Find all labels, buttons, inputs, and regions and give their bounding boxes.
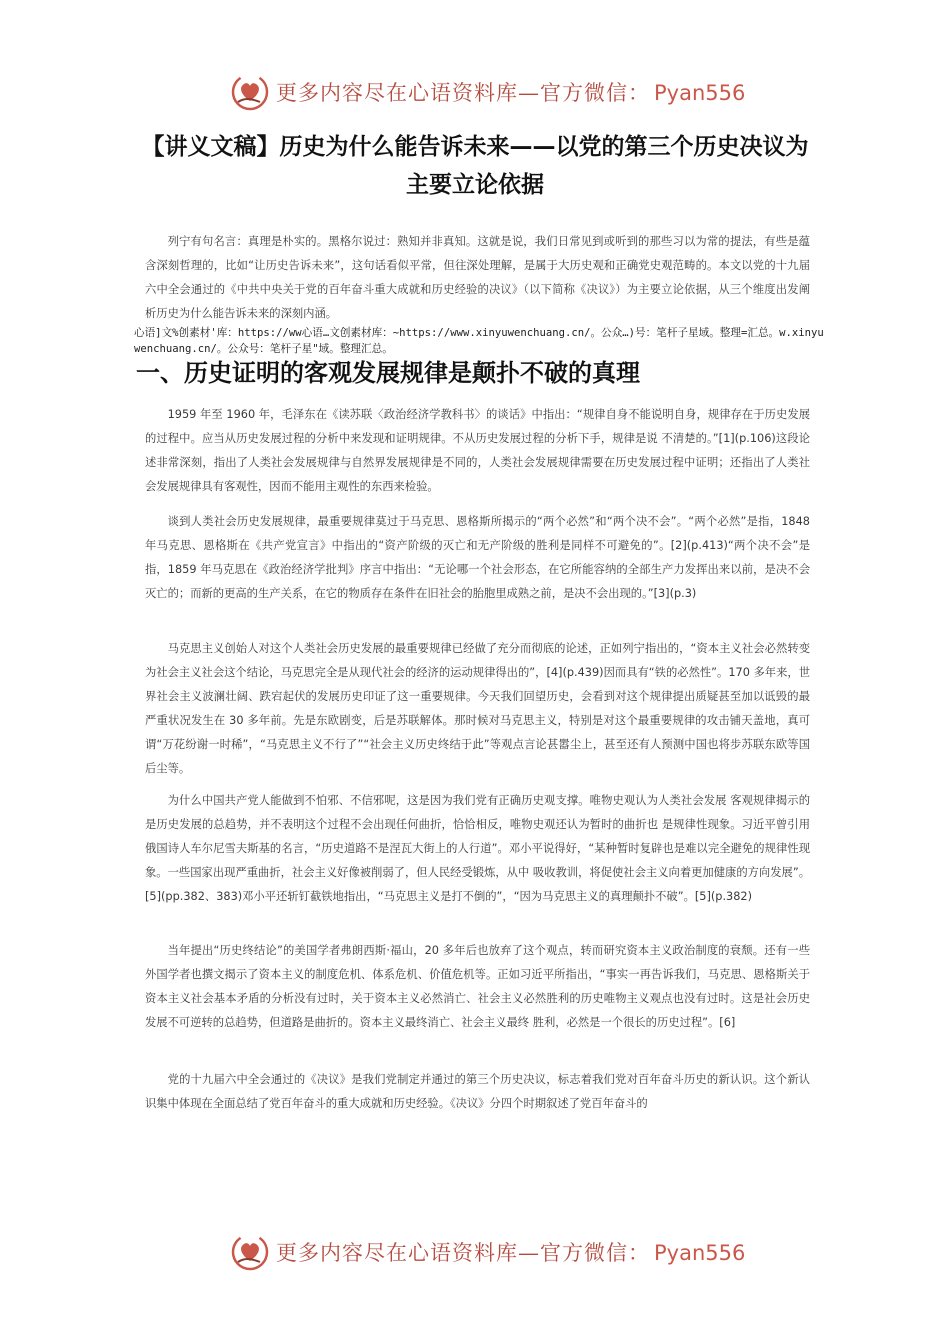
intro-paragraph: 列宁有句名言：真理是朴实的。黑格尔说过：熟知并非真知。这就是说，我们日常见到或听到的那些习以为常的提法，有些是蕴含深刻哲理的，比如“让历史告诉未来”，这句话看似平常，但往深处理解，是属于大历史观和正确党史观范畴的。本文以党的十九届六中全会通过的《中共中央关于党的百年奋斗重大成就和历史经验的决议》（以下简称《决议》）为主要立论依据，从三个维度出发阐析历史为什么能告诉未来的深刻内涵。 [145,235,810,320]
document-title [120,128,830,204]
wechat-id: Pyan556 [654,81,746,105]
watermark-noise-text: 心语]文%创素材'库：https://ww心语…文创素材库：~https://www.xinyuwenchuang.cn/。公众…)号：笔杆子星域。整理=汇总。w.xinyuwenchuang.cn/。公众号：笔杆子星"域。整理汇总。 [134,327,824,355]
section-heading-1: 一、历史证明的客观发展规律是颠扑不破的真理 [136,359,640,387]
top-promo-banner[interactable] [230,70,750,114]
heart-swirl-logo-icon [230,1232,270,1272]
title-line-1: 【讲义文稿】历史为什么能告诉未来——以党的第三个历史决议为 [141,134,809,160]
title-line-2: 主要立论依据 [406,172,544,198]
body-paragraph: 谈到人类社会历史发展规律，最重要规律莫过于马克思、恩格斯所揭示的“两个必然”和“两个决不会”。“两个必然”是指，1848 年马克思、恩格斯在《共产党宣言》中指出的“资产阶级的灭亡和无产阶级的胜利是同样不可避免的”。[2](p.413)“两个决不会”是指，1859 年马克思在《政治经济学批判》序言中指出：“无论哪一个社会形态，在它所能容纳的全部生产力发挥出来以前，是决不会灭亡的；而新的更高的生产关系，在它的物质存在条件在旧社会的胎胞里成熟之前，是决不会出现的。”[3](p.3) [145,515,810,600]
promo-text: 更多内容尽在心语资料库—官方微信： Pyan556 [276,81,746,105]
body-paragraph: 当年提出“历史终结论”的美国学者弗朗西斯·福山，20 多年后也放弃了这个观点，转而研究资本主义政治制度的衰颓。还有一些外国学者也撰文揭示了资本主义的制度危机、体系危机、价值危机等。正如习近平所指出，“事实一再告诉我们，马克思、恩格斯关于资本主义社会基本矛盾的分析没有过时，关于资本主义必然消亡、社会主义必然胜利的历史唯物主义观点也没有过时。这是社会历史发展不可逆转的总趋势，但道路是曲折的。资本主义最终消亡、社会主义最终 胜利，必然是一个很长的历史过程”。[6] [145,944,810,1029]
promo-text: 更多内容尽在心语资料库—官方微信： Pyan556 [276,1241,746,1265]
body-paragraph: 党的十九届六中全会通过的《决议》是我们党制定并通过的第三个历史决议，标志着我们党对百年奋斗历史的新认识。这个新认识集中体现在全面总结了党百年奋斗的重大成就和历史经验。《决议》分四个时期叙述了党百年奋斗的 [145,1073,810,1110]
body-paragraph: 马克思主义创始人对这个人类社会历史发展的最重要规律已经做了充分而彻底的论述，正如列宁指出的，“资本主义社会必然转变为社会主义社会这个结论，马克思完全是从现代社会的经济的运动规律得出的”，[4](p.439)因而具有“铁的必然性”。170 多年来，世界社会主义波澜壮阔、跌宕起伏的发展历史印证了这一重要规律。今天我们回望历史，会看到对这个规律提出质疑甚至加以诋毁的最严重状况发生在 30 多年前。先是东欧剧变，后是苏联解体。那时候对马克思主义，特别是对这个最重要规律的攻击铺天盖地，真可谓“万花纷谢一时稀”，“马克思主义不行了”“社会主义历史终结于此”等观点言论甚嚣尘上，甚至还有人预测中国也将步苏联东欧等国后尘等。 [145,642,810,775]
heart-swirl-logo-icon [230,72,270,112]
body-paragraph: 为什么中国共产党人能做到不怕邪、不信邪呢，这是因为我们党有正确历史观支撑。唯物史观认为人类社会发展 客观规律揭示的是历史发展的总趋势，并不表明这个过程不会出现任何曲折，恰恰相反，唯物史观还认为暂时的曲折也 是规律性现象。习近平曾引用俄国诗人车尔尼雪夫斯基的名言，“历史道路不是涅瓦大街上的人行道”。邓小平说得好，“某种暂时复辟也是难以完全避免的规律性现象。一些国家出现严重曲折，社会主义好像被削弱了，但人民经受锻炼，从中 吸收教训，将促使社会主义向着更加健康的方向发展”。[5](pp.382、383)邓小平还斩钉截铁地指出，“马克思主义是打不倒的”，“因为马克思主义的真理颠扑不破”。[5](p.382) [145,794,810,903]
wechat-id: Pyan556 [654,1241,746,1265]
bottom-promo-banner[interactable] [230,1230,750,1274]
body-paragraph: 1959 年至 1960 年，毛泽东在《读苏联〈政治经济学教科书〉的谈话》中指出：“规律自身不能说明自身，规律存在于历史发展的过程中。应当从历史发展过程的分析中来发现和证明规律。不从历史发展过程的分析下手，规律是说 不清楚的。”[1](p.106)这段论述非常深刻，指出了人类社会发展规律与自然界发展规律是不同的，人类社会发展规律需要在历史发展过程中证明；还指出了人类社会发展规律具有客观性，因而不能用主观性的东西来检验。 [145,408,810,493]
